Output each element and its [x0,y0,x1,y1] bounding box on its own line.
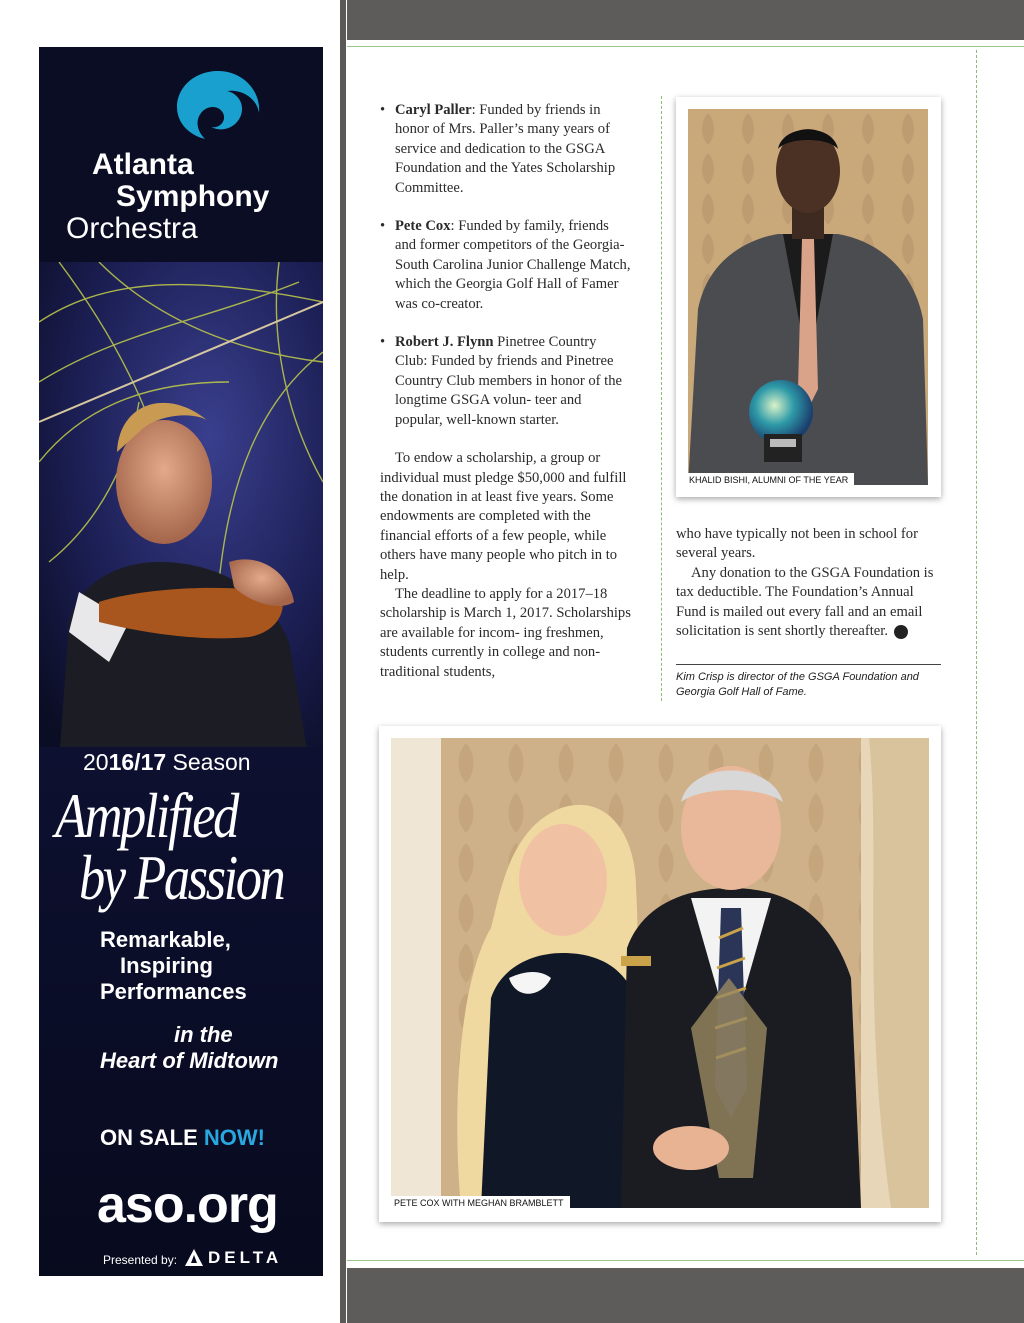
aso-url[interactable]: aso.org [97,1176,278,1234]
footer-bar [347,1268,1024,1323]
gg-end-mark-icon: GG [894,625,908,639]
pete-cox-photo-image [391,738,929,1208]
article-column-1 [380,101,632,682]
location-line1: in the [174,1022,233,1047]
aso-advertisement[interactable] [39,47,323,1276]
aso-logo-icon [175,69,261,143]
orchestra-name-line1: Atlanta [92,148,194,181]
on-sale-label: ON SALE NOW! [100,1125,265,1150]
photo-pete-cox [379,726,941,1222]
top-rule [347,46,1024,47]
page-gutter [340,0,346,1323]
tagline-line2: by Passion [79,842,284,913]
column-dashed-rule [661,96,662,701]
remark-line3: Performances [100,979,247,1004]
orchestra-name [66,148,270,245]
byline-divider [676,664,941,665]
list-item: • Caryl Paller: Funded by friends in honor of Mrs. Paller’s many years of service and dedication to the GSGA Foundation and the Yates Scholarship Committee. [380,101,632,198]
article-column-2 [676,525,941,641]
remark-line1: Remarkable, [100,927,231,952]
orchestra-name-line3: Orchestra [66,212,198,245]
photo-caption-pete-cox: PETE COX WITH MEGHAN BRAMBLETT [388,1196,570,1210]
delta-wordmark: DELTA [208,1248,283,1267]
violinist-photo [39,262,323,762]
photo-caption-khalid: KHALID BISHI, ALUMNI OF THE YEAR [683,473,854,487]
paragraph-endow: To endow a scholarship, a group or individual must pledge $50,000 and fulfill the donation in at least five years. Some endowments are completed with the financial efforts of a few people, while others have many people who pitch in to help. [380,450,627,583]
paragraph-donation: Any donation to the GSGA Foundation is tax deductible. The Foundation’s Annual Fund is mailed out every fall and an email solicitation is sent shortly thereafter. GG [676,564,934,640]
orchestra-name-line2: Symphony [116,180,270,213]
paragraph-deadline: The deadline to apply for a 2017–18 scholarship is March 1, 2017. Scholarships are available for incom- ing freshmen, students currently in college and non-traditional students, [380,585,631,680]
tagline-line1: Amplified [55,780,237,851]
delta-triangle-icon [185,1249,203,1266]
location-text [100,1022,278,1074]
on-sale-now: NOW! [203,1125,265,1150]
photo-khalid-bishi [676,97,941,497]
season-year: 16/17 [108,749,167,775]
remark-text [100,927,247,1005]
header-bar [347,0,1024,40]
list-item: • Pete Cox: Funded by family, friends and former competitors of the Georgia-South Carolina Junior Challenge Match, which the Georgia Golf Hall of Famer was co-creator. [380,217,632,314]
presented-by-label: Presented by: [103,1253,178,1267]
khalid-photo-image [688,109,928,485]
list-item: • Robert J. Flynn Pinetree Country Club: Funded by friends and Pinetree Country Club members in honor of the longtime GSGA volun- teer and popular, well-known starter. [380,333,632,430]
season-label: 2016/17 Season [83,749,251,775]
author-byline: Kim Crisp is director of the GSGA Foundation and Georgia Golf Hall of Fame. [676,671,919,698]
location-line2: Heart of Midtown [100,1048,279,1073]
remark-line2: Inspiring [120,953,213,978]
right-dashed-rule [976,50,977,1255]
paragraph-continued: who have typically not been in school for several years. [676,526,918,562]
bottom-rule [347,1260,1024,1261]
